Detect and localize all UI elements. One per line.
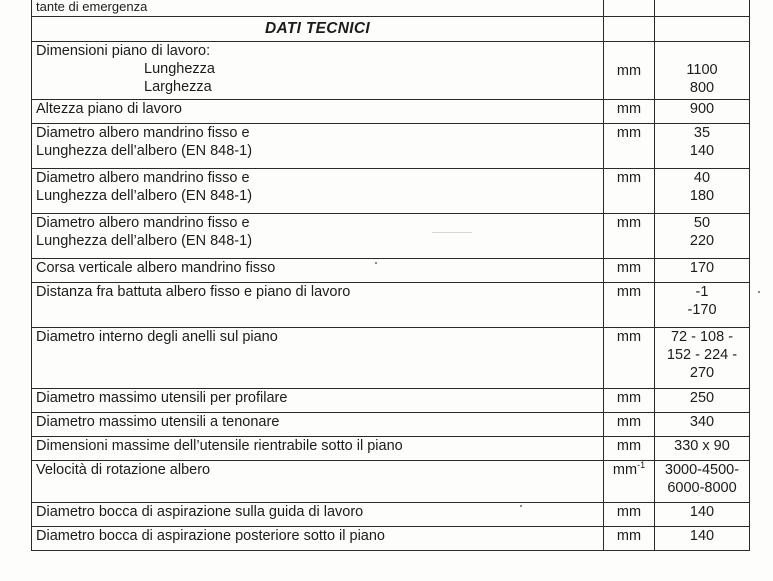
row-value: 50 xyxy=(693,215,711,231)
row-value: 330 x 90 xyxy=(655,437,750,461)
scan-speck xyxy=(375,262,377,264)
scan-speck xyxy=(758,291,760,293)
row-value: 140 xyxy=(655,503,750,527)
table-row xyxy=(32,461,750,503)
row-unit: mm xyxy=(612,462,638,478)
top-row-text: tante di emergenza xyxy=(32,0,604,17)
row-value: 6000-8000 xyxy=(667,480,737,496)
table-row xyxy=(32,259,750,283)
row-value: 152 - 224 - xyxy=(666,347,738,363)
row-value: 900 xyxy=(655,100,750,124)
row-description: Diametro interno degli anelli sul piano xyxy=(32,328,604,389)
section-header-row xyxy=(32,17,750,42)
scan-speck xyxy=(432,232,472,233)
table-row xyxy=(32,283,750,328)
table-row xyxy=(32,214,750,259)
row-description: Dimensioni massime dell’utensile rientrabile sotto il piano xyxy=(32,437,604,461)
table-row xyxy=(32,42,750,100)
row-unit: mm xyxy=(604,259,655,283)
table-row xyxy=(32,413,750,437)
row-description: Diametro albero mandrino fisso e xyxy=(36,125,250,141)
row-unit: mm xyxy=(604,124,655,169)
row-unit: mm xyxy=(604,283,655,328)
row-value: 40 xyxy=(693,170,711,186)
row-value: 180 xyxy=(689,188,715,204)
row-unit: mm xyxy=(604,527,655,551)
row-description: Corsa verticale albero mandrino fisso xyxy=(32,259,604,283)
table-row xyxy=(32,169,750,214)
row-description: Diametro massimo utensili per profilare xyxy=(32,389,604,413)
row-description: Larghezza xyxy=(144,79,212,95)
row-value: -1 xyxy=(695,284,709,300)
scan-speck xyxy=(520,505,522,507)
table-row-top-cut xyxy=(32,0,750,17)
table-row xyxy=(32,527,750,551)
row-unit: mm xyxy=(604,389,655,413)
row-description: Distanza fra battuta albero fisso e piano di lavoro xyxy=(32,283,604,328)
row-value: 800 xyxy=(689,80,715,96)
row-description: Dimensioni piano di lavoro: xyxy=(36,43,211,59)
row-description: Diametro bocca di aspirazione sulla guida di lavoro xyxy=(32,503,604,527)
row-unit: mm xyxy=(604,328,655,389)
row-value: 35 xyxy=(693,125,711,141)
unit-exponent: -1 xyxy=(637,460,646,471)
row-value: 270 xyxy=(689,365,715,381)
technical-data-table xyxy=(31,0,750,551)
table-row xyxy=(32,328,750,389)
row-description: Lunghezza dell’albero (EN 848-1) xyxy=(36,233,253,249)
row-unit: mm xyxy=(604,413,655,437)
row-value: 220 xyxy=(689,233,715,249)
row-unit: mm xyxy=(604,169,655,214)
table-row xyxy=(32,437,750,461)
table-row xyxy=(32,100,750,124)
row-value: 250 xyxy=(655,389,750,413)
row-value: 170 xyxy=(655,259,750,283)
row-unit: mm xyxy=(604,214,655,259)
row-description: Lunghezza dell’albero (EN 848-1) xyxy=(36,188,253,204)
row-value: 1100 xyxy=(686,62,718,78)
table-row xyxy=(32,124,750,169)
row-description: Lunghezza xyxy=(144,61,215,77)
row-description: Diametro albero mandrino fisso e xyxy=(36,215,250,231)
row-value: 140 xyxy=(689,143,715,159)
row-description: Diametro massimo utensili a tenonare xyxy=(32,413,604,437)
row-value: -170 xyxy=(687,302,717,318)
row-value: 72 - 108 - xyxy=(670,329,734,345)
row-description: Altezza piano di lavoro xyxy=(32,100,604,124)
row-value: 3000-4500- xyxy=(664,462,740,478)
row-value: 140 xyxy=(655,527,750,551)
row-unit: mm xyxy=(604,437,655,461)
row-unit: mm xyxy=(604,503,655,527)
row-description: Velocità di rotazione albero xyxy=(32,461,604,503)
row-unit: mm xyxy=(604,100,655,124)
row-unit: mm xyxy=(604,42,655,100)
table-row xyxy=(32,503,750,527)
row-description: Diametro albero mandrino fisso e xyxy=(36,170,250,186)
table-row xyxy=(32,389,750,413)
row-description: Lunghezza dell’albero (EN 848-1) xyxy=(36,143,253,159)
section-title: DATI TECNICI xyxy=(32,17,604,42)
row-value: 340 xyxy=(655,413,750,437)
row-description: Diametro bocca di aspirazione posteriore sotto il piano xyxy=(32,527,604,551)
